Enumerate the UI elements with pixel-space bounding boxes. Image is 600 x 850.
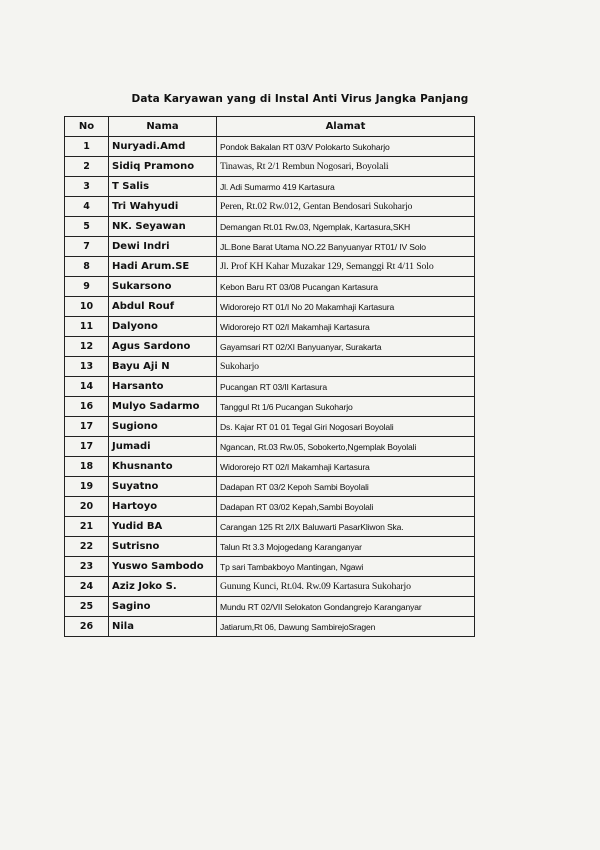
- row-number: 17: [65, 437, 109, 457]
- row-number: 8: [65, 257, 109, 277]
- table-row: [65, 537, 475, 557]
- table-body: [65, 137, 475, 637]
- employee-address: Dadapan RT 03/2 Kepoh Sambi Boyolali: [217, 477, 475, 497]
- employee-address: Tp sari Tambakboyo Mantingan, Ngawi: [217, 557, 475, 577]
- table-row: [65, 197, 475, 217]
- row-number: 18: [65, 457, 109, 477]
- employee-name: Aziz Joko S.: [109, 577, 217, 597]
- employee-address: Tinawas, Rt 2/1 Rembun Nogosari, Boyolali: [217, 157, 475, 177]
- employee-name: Sutrisno: [109, 537, 217, 557]
- employee-name: Jumadi: [109, 437, 217, 457]
- employee-address: Mundu RT 02/VII Selokaton Gondangrejo Karanganyar: [217, 597, 475, 617]
- employee-name: Nila: [109, 617, 217, 637]
- column-header-no: No: [65, 117, 109, 137]
- table-row: [65, 497, 475, 517]
- row-number: 13: [65, 357, 109, 377]
- employee-name: Suyatno: [109, 477, 217, 497]
- table-row: [65, 577, 475, 597]
- table-row: [65, 417, 475, 437]
- employee-address: Tanggul Rt 1/6 Pucangan Sukoharjo: [217, 397, 475, 417]
- row-number: 12: [65, 337, 109, 357]
- table-row: [65, 617, 475, 637]
- row-number: 11: [65, 317, 109, 337]
- row-number: 23: [65, 557, 109, 577]
- table-row: [65, 157, 475, 177]
- employee-address: Jatiarum,Rt 06, Dawung SambirejoSragen: [217, 617, 475, 637]
- employee-name: Bayu Aji N: [109, 357, 217, 377]
- employee-name: Tri Wahyudi: [109, 197, 217, 217]
- employee-name: Sagino: [109, 597, 217, 617]
- employee-address: Ngancan, Rt.03 Rw.05, Sobokerto,Ngemplak Boyolali: [217, 437, 475, 457]
- employee-address: Widororejo RT 02/I Makamhaji Kartasura: [217, 457, 475, 477]
- employee-name: Sukarsono: [109, 277, 217, 297]
- employee-name: Nuryadi.Amd: [109, 137, 217, 157]
- table-row: [65, 317, 475, 337]
- row-number: 17: [65, 417, 109, 437]
- row-number: 7: [65, 237, 109, 257]
- employee-name: Mulyo Sadarmo: [109, 397, 217, 417]
- table-row: [65, 477, 475, 497]
- table-row: [65, 137, 475, 157]
- row-number: 22: [65, 537, 109, 557]
- employee-address: JL.Bone Barat Utama NO.22 Banyuanyar RT01/ IV Solo: [217, 237, 475, 257]
- table-row: [65, 257, 475, 277]
- employee-name: NK. Seyawan: [109, 217, 217, 237]
- table-row: [65, 357, 475, 377]
- column-header-alamat: Alamat: [217, 117, 475, 137]
- table-row: [65, 597, 475, 617]
- employee-name: Harsanto: [109, 377, 217, 397]
- row-number: 14: [65, 377, 109, 397]
- table-row: [65, 377, 475, 397]
- employee-name: Hadi Arum.SE: [109, 257, 217, 277]
- employee-address: Kebon Baru RT 03/08 Pucangan Kartasura: [217, 277, 475, 297]
- row-number: 9: [65, 277, 109, 297]
- page-title: Data Karyawan yang di Instal Anti Virus Jangka Panjang: [131, 93, 469, 105]
- employee-address: Carangan 125 Rt 2/IX Baluwarti PasarKliwon Ska.: [217, 517, 475, 537]
- employee-address: Talun Rt 3.3 Mojogedang Karanganyar: [217, 537, 475, 557]
- table-row: [65, 397, 475, 417]
- row-number: 5: [65, 217, 109, 237]
- employee-name: Abdul Rouf: [109, 297, 217, 317]
- table-row: [65, 437, 475, 457]
- employee-name: Sugiono: [109, 417, 217, 437]
- table-row: [65, 557, 475, 577]
- employee-name: Agus Sardono: [109, 337, 217, 357]
- employee-name: Sidiq Pramono: [109, 157, 217, 177]
- table-row: [65, 177, 475, 197]
- employee-address: Widororejo RT 01/I No 20 Makamhaji Kartasura: [217, 297, 475, 317]
- table-row: [65, 457, 475, 477]
- table-row: [65, 337, 475, 357]
- employee-address: Demangan Rt.01 Rw.03, Ngemplak, Kartasura,SKH: [217, 217, 475, 237]
- employee-address: Widororejo RT 02/I Makamhaji Kartasura: [217, 317, 475, 337]
- column-header-nama: Nama: [109, 117, 217, 137]
- employee-address: Jl. Adi Sumarmo 419 Kartasura: [217, 177, 475, 197]
- employee-address: Pondok Bakalan RT 03/V Polokarto Sukoharjo: [217, 137, 475, 157]
- table-row: [65, 277, 475, 297]
- employee-address: Gayamsari RT 02/XI Banyuanyar, Surakarta: [217, 337, 475, 357]
- row-number: 26: [65, 617, 109, 637]
- employee-name: Dalyono: [109, 317, 217, 337]
- table-header-row: [65, 117, 475, 137]
- employee-address: Peren, Rt.02 Rw.012, Gentan Bendosari Sukoharjo: [217, 197, 475, 217]
- row-number: 19: [65, 477, 109, 497]
- employee-name: Dewi Indri: [109, 237, 217, 257]
- employee-name: Yudid BA: [109, 517, 217, 537]
- employee-name: Khusnanto: [109, 457, 217, 477]
- employee-address: Ds. Kajar RT 01 01 Tegal Giri Nogosari Boyolali: [217, 417, 475, 437]
- table-row: [65, 297, 475, 317]
- employee-table: [64, 116, 475, 637]
- row-number: 10: [65, 297, 109, 317]
- employee-name: T Salis: [109, 177, 217, 197]
- row-number: 25: [65, 597, 109, 617]
- row-number: 4: [65, 197, 109, 217]
- row-number: 20: [65, 497, 109, 517]
- employee-address: Dadapan RT 03/02 Kepah,Sambi Boyolali: [217, 497, 475, 517]
- row-number: 16: [65, 397, 109, 417]
- employee-address: Gunung Kunci, Rt.04. Rw.09 Kartasura Sukoharjo: [217, 577, 475, 597]
- employee-address: Jl. Prof KH Kahar Muzakar 129, Semanggi Rt 4/11 Solo: [217, 257, 475, 277]
- employee-name: Hartoyo: [109, 497, 217, 517]
- employee-address: Sukoharjo: [217, 357, 475, 377]
- employee-address: Pucangan RT 03/II Kartasura: [217, 377, 475, 397]
- table-row: [65, 237, 475, 257]
- table-row: [65, 517, 475, 537]
- row-number: 1: [65, 137, 109, 157]
- table-row: [65, 217, 475, 237]
- row-number: 2: [65, 157, 109, 177]
- row-number: 24: [65, 577, 109, 597]
- row-number: 21: [65, 517, 109, 537]
- employee-name: Yuswo Sambodo: [109, 557, 217, 577]
- row-number: 3: [65, 177, 109, 197]
